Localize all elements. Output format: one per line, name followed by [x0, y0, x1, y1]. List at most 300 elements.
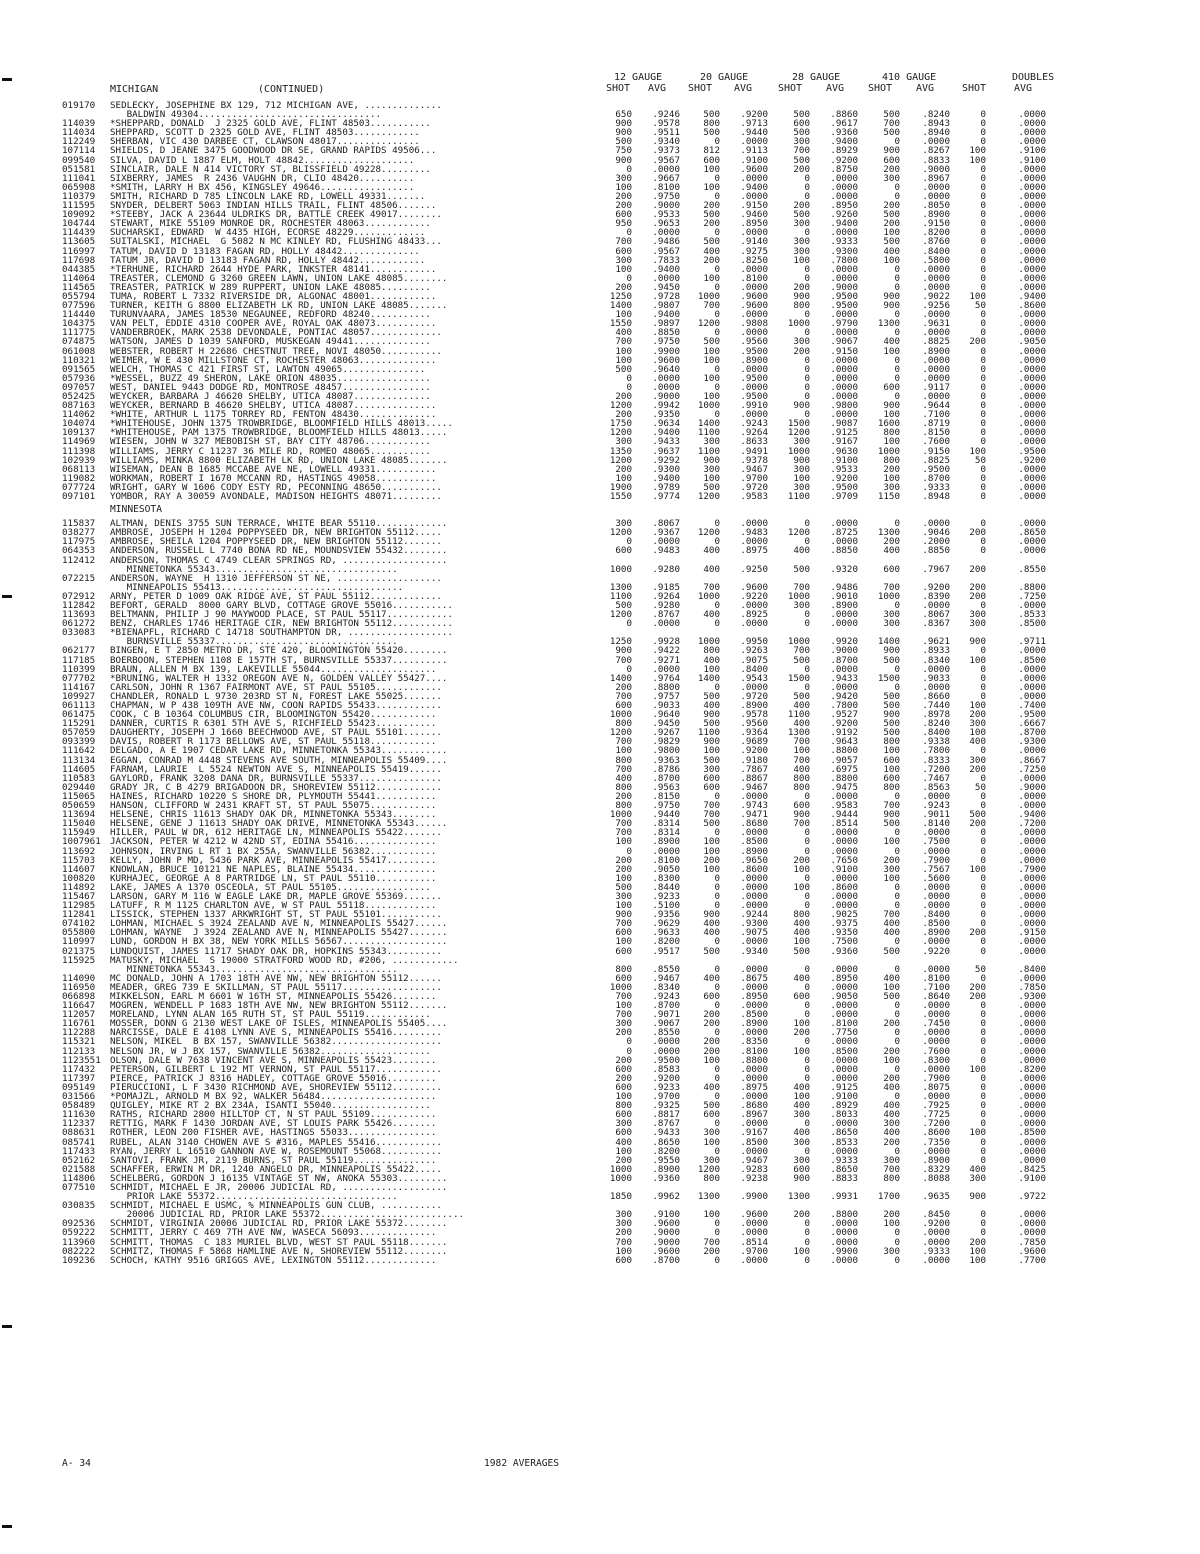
- shot-410-gauge: 400: [883, 927, 900, 939]
- avg-12-gauge: .9033: [652, 700, 680, 711]
- shot-410-gauge: 900: [883, 400, 900, 412]
- avg-20-gauge: .9378: [740, 454, 768, 466]
- shot-doubles: 0: [980, 427, 986, 439]
- member-name-address: RATHS, RICHARD 2800 HILLTOP CT, N ST PAUL 55109............: [110, 1110, 437, 1120]
- avg-20-gauge: .8600: [740, 863, 768, 875]
- avg-28-gauge: .7750: [830, 1027, 858, 1039]
- shot-28-gauge: 100: [793, 1045, 810, 1057]
- avg-20-gauge: .0000: [740, 1118, 768, 1130]
- avg-12-gauge: .8550: [652, 1027, 680, 1039]
- avg-doubles: .0000: [1018, 645, 1046, 657]
- member-name-address: ANDERSON, RUSSELL L 7740 BONA RD NE, MOUNDSVIEW 55432........: [110, 546, 448, 556]
- avg-doubles: .0000: [1018, 1109, 1046, 1121]
- avg-doubles: .0000: [1018, 918, 1046, 930]
- shot-410-gauge: 300: [883, 609, 900, 621]
- member-id: 114167: [62, 681, 96, 693]
- avg-20-gauge: .9578: [740, 709, 768, 721]
- member-name-address: ARNY, PETER D 1009 OAK RIDGE AVE, ST PAUL 55112.............: [110, 591, 442, 601]
- avg-doubles: .0000: [1018, 909, 1046, 921]
- avg-20-gauge: .8350: [740, 1036, 768, 1048]
- member-name-address: JACKSON, PETER W 4212 W 42ND ST, EDINA 55416...............: [110, 837, 437, 847]
- shot-doubles: 100: [969, 290, 986, 302]
- shot-20-gauge: 0: [714, 599, 720, 611]
- avg-20-gauge: .9244: [740, 909, 768, 921]
- avg-doubles: .0000: [1018, 872, 1046, 884]
- shot-20-gauge: 0: [714, 281, 720, 293]
- avg-28-gauge: .0000: [830, 1000, 858, 1012]
- shot-410-gauge: 500: [883, 127, 900, 139]
- shot-12-gauge: 200: [615, 190, 632, 202]
- avg-12-gauge: .7833: [652, 254, 680, 266]
- avg-12-gauge: .9700: [652, 1091, 680, 1103]
- avg-12-gauge: .8440: [652, 881, 680, 893]
- shot-28-gauge: 400: [793, 763, 810, 775]
- shot-20-gauge: 1400: [697, 672, 720, 684]
- member-id: 117975: [62, 536, 96, 548]
- avg-410-gauge: .8067: [922, 609, 950, 621]
- shot-28-gauge: 300: [793, 1154, 810, 1166]
- shot-410-gauge: 0: [894, 900, 900, 912]
- member-id: 087163: [62, 400, 96, 412]
- member-name-address: 20006 JUDICIAL RD, PRIOR LAKE 55372..........................: [110, 1210, 465, 1220]
- member-id: 111630: [62, 1109, 96, 1121]
- member-name-address: MC DONALD, JOHN A 1703 18TH AVE NW, NEW BRIGHTON 55112......: [110, 973, 442, 983]
- shot-20-gauge: 800: [703, 645, 720, 657]
- member-id: 085741: [62, 1136, 96, 1148]
- member-name-address: *WESSEL, BUZZ 49 SHERON, LAKE ORION 48035.................: [110, 373, 431, 383]
- avg-12-gauge: .8900: [652, 1163, 680, 1175]
- avg-410-gauge: .0000: [922, 1091, 950, 1103]
- avg-20-gauge: .8500: [740, 836, 768, 848]
- shot-28-gauge: 300: [793, 436, 810, 448]
- shot-doubles: 200: [969, 981, 986, 993]
- shot-410-gauge: 400: [883, 245, 900, 257]
- avg-410-gauge: .9117: [922, 381, 950, 393]
- avg-20-gauge: .0000: [740, 327, 768, 339]
- avg-doubles: .9400: [1018, 809, 1046, 821]
- avg-28-gauge: .0000: [830, 1118, 858, 1130]
- avg-28-gauge: .0000: [830, 681, 858, 693]
- shot-20-gauge: 0: [714, 172, 720, 184]
- avg-12-gauge: .9367: [652, 527, 680, 539]
- shot-28-gauge: 200: [793, 345, 810, 357]
- avg-doubles: .7700: [1018, 1254, 1046, 1266]
- shot-20-gauge: 1200: [697, 318, 720, 330]
- avg-20-gauge: .0000: [740, 1254, 768, 1266]
- avg-doubles: .0000: [1018, 109, 1046, 121]
- member-name-address: GRADY JR, C B 4279 BRIGADOON DR, SHOREVIEW 55112............: [110, 782, 442, 792]
- avg-12-gauge: .9100: [652, 1209, 680, 1221]
- shot-12-gauge: 100: [615, 181, 632, 193]
- avg-doubles: .9050: [1018, 336, 1046, 348]
- shot-12-gauge: 200: [615, 1054, 632, 1066]
- member-name-address: ROTHER, LEON 200 FISHER AVE, HASTINGS 55033................: [110, 1128, 437, 1138]
- shot-doubles: 200: [969, 563, 986, 575]
- shot-20-gauge: 900: [703, 709, 720, 721]
- avg-28-gauge: .9931: [830, 1191, 858, 1203]
- shot-12-gauge: 400: [615, 772, 632, 784]
- avg-doubles: .0000: [1018, 363, 1046, 375]
- avg-20-gauge: .0000: [740, 681, 768, 693]
- member-name-address: WIESEN, JOHN W 327 MEBOBISH ST, BAY CITY 48706............: [110, 437, 431, 447]
- shot-28-gauge: 0: [804, 845, 810, 857]
- shot-12-gauge: 1350: [609, 445, 632, 457]
- avg-28-gauge: .9630: [830, 445, 858, 457]
- shot-410-gauge: 0: [894, 1063, 900, 1075]
- shot-doubles: 0: [980, 163, 986, 175]
- member-id: 1123551: [62, 1054, 101, 1066]
- avg-28-gauge: .9400: [830, 218, 858, 230]
- shot-20-gauge: 800: [703, 118, 720, 130]
- avg-410-gauge: .8900: [922, 1154, 950, 1166]
- shot-12-gauge: 600: [615, 927, 632, 939]
- avg-410-gauge: .0000: [922, 372, 950, 384]
- avg-20-gauge: .8950: [740, 218, 768, 230]
- member-id: 115703: [62, 854, 96, 866]
- shot-12-gauge: 800: [615, 718, 632, 730]
- avg-28-gauge: .9800: [830, 400, 858, 412]
- shot-doubles: 0: [980, 972, 986, 984]
- avg-28-gauge: .8950: [830, 972, 858, 984]
- shot-doubles: 50: [974, 454, 986, 466]
- shot-12-gauge: 0: [626, 618, 632, 630]
- avg-20-gauge: .9743: [740, 800, 768, 812]
- shot-20-gauge: 100: [703, 863, 720, 875]
- shot-28-gauge: 0: [804, 172, 810, 184]
- shot-doubles: 200: [969, 709, 986, 721]
- avg-doubles: .0000: [1018, 400, 1046, 412]
- avg-20-gauge: .9400: [740, 181, 768, 193]
- avg-410-gauge: .5600: [922, 872, 950, 884]
- avg-doubles: .9100: [1018, 154, 1046, 166]
- avg-410-gauge: .9338: [922, 736, 950, 748]
- avg-28-gauge: .9010: [830, 590, 858, 602]
- avg-410-gauge: .9200: [922, 1218, 950, 1230]
- avg-12-gauge: .9511: [652, 127, 680, 139]
- shot-doubles: 200: [969, 527, 986, 539]
- shot-28-gauge: 0: [804, 1063, 810, 1075]
- avg-doubles: .7250: [1018, 590, 1046, 602]
- group-20-gauge: 20 GAUGE: [700, 72, 749, 83]
- shot-410-gauge: 200: [883, 463, 900, 475]
- shot-header: SHOT: [688, 83, 713, 94]
- shot-410-gauge: 600: [883, 381, 900, 393]
- avg-doubles: .9000: [1018, 781, 1046, 793]
- member-name-address: TATUM, DAVID D 13183 FAGAN RD, HOLLY 48442..............: [110, 246, 420, 256]
- shot-20-gauge: 100: [703, 345, 720, 357]
- shot-20-gauge: 0: [714, 1091, 720, 1103]
- member-name-address: NELSON JR, W J BX 157, SWANVILLE 56382....................: [110, 1046, 431, 1056]
- avg-doubles: .9150: [1018, 927, 1046, 939]
- member-id: 119082: [62, 472, 96, 484]
- shot-410-gauge: 0: [894, 881, 900, 893]
- avg-12-gauge: .8550: [652, 963, 680, 975]
- avg-410-gauge: .8367: [922, 618, 950, 630]
- shot-410-gauge: 0: [894, 327, 900, 339]
- shot-header: SHOT: [868, 83, 893, 94]
- shot-410-gauge: 100: [883, 745, 900, 757]
- shot-410-gauge: 200: [883, 1018, 900, 1030]
- avg-28-gauge: .0000: [830, 1054, 858, 1066]
- avg-410-gauge: .0000: [922, 354, 950, 366]
- avg-410-gauge: .9243: [922, 800, 950, 812]
- avg-20-gauge: .8633: [740, 436, 768, 448]
- shot-12-gauge: 100: [615, 836, 632, 848]
- shot-12-gauge: 200: [615, 1072, 632, 1084]
- avg-28-gauge: .9475: [830, 781, 858, 793]
- shot-20-gauge: 0: [714, 536, 720, 548]
- shot-410-gauge: 100: [883, 1218, 900, 1230]
- shot-doubles: 0: [980, 272, 986, 284]
- avg-20-gauge: .0000: [740, 790, 768, 802]
- shot-12-gauge: 300: [615, 1118, 632, 1130]
- avg-20-gauge: .0000: [740, 1091, 768, 1103]
- avg-28-gauge: .9125: [830, 1081, 858, 1093]
- avg-20-gauge: .8867: [740, 772, 768, 784]
- avg-28-gauge: .0000: [830, 536, 858, 548]
- avg-12-gauge: .9962: [652, 1191, 680, 1203]
- shot-20-gauge: 500: [703, 109, 720, 121]
- member-id: 114439: [62, 227, 96, 239]
- member-name-address: VAN PELT, EDDIE 4310 COOPER AVE, ROYAL OAK 48073...........: [110, 319, 437, 329]
- avg-410-gauge: .8200: [922, 227, 950, 239]
- avg-410-gauge: .8825: [922, 336, 950, 348]
- avg-12-gauge: .9667: [652, 172, 680, 184]
- avg-doubles: .0000: [1018, 599, 1046, 611]
- avg-20-gauge: .8950: [740, 991, 768, 1002]
- shot-12-gauge: 1100: [609, 590, 632, 602]
- shot-20-gauge: 500: [703, 336, 720, 348]
- avg-410-gauge: .0000: [922, 136, 950, 148]
- member-id: 052425: [62, 391, 96, 402]
- avg-410-gauge: .8400: [922, 727, 950, 739]
- avg-410-gauge: .0000: [922, 363, 950, 375]
- shot-doubles: 0: [980, 1000, 986, 1012]
- member-id: 113960: [62, 1236, 96, 1248]
- shot-12-gauge: 0: [626, 1045, 632, 1057]
- avg-20-gauge: .8100: [740, 1045, 768, 1057]
- shot-header: SHOT: [778, 83, 803, 94]
- shot-28-gauge: 1200: [787, 427, 810, 439]
- shot-28-gauge: 0: [804, 963, 810, 975]
- avg-410-gauge: .0000: [922, 599, 950, 611]
- shot-doubles: 0: [980, 790, 986, 802]
- shot-12-gauge: 600: [615, 1109, 632, 1121]
- shot-doubles: 100: [969, 1254, 986, 1266]
- member-name-address: WEBSTER, ROBERT H 22686 CHESTNUT TREE, NOVI 48050...........: [110, 346, 442, 356]
- avg-28-gauge: .9583: [830, 800, 858, 812]
- avg-20-gauge: .0000: [740, 536, 768, 548]
- shot-28-gauge: 0: [804, 1218, 810, 1230]
- avg-12-gauge: .8150: [652, 790, 680, 802]
- avg-28-gauge: .9420: [830, 690, 858, 702]
- shot-doubles: 0: [980, 1081, 986, 1093]
- avg-12-gauge: .8314: [652, 827, 680, 839]
- shot-28-gauge: 500: [793, 654, 810, 666]
- avg-12-gauge: .9750: [652, 190, 680, 202]
- shot-12-gauge: 800: [615, 754, 632, 766]
- avg-doubles: .8500: [1018, 618, 1046, 630]
- avg-410-gauge: .0000: [922, 263, 950, 275]
- shot-28-gauge: 0: [804, 609, 810, 621]
- shot-doubles: 0: [980, 1009, 986, 1021]
- shot-doubles: 0: [980, 890, 986, 902]
- avg-20-gauge: .9491: [740, 445, 768, 457]
- shot-20-gauge: 0: [714, 1000, 720, 1012]
- avg-20-gauge: .0000: [740, 136, 768, 148]
- avg-doubles: .8667: [1018, 754, 1046, 766]
- avg-doubles: .0000: [1018, 200, 1046, 212]
- shot-20-gauge: 800: [703, 1172, 720, 1184]
- avg-doubles: .0000: [1018, 1000, 1046, 1012]
- avg-12-gauge: .9071: [652, 1009, 680, 1021]
- shot-doubles: 300: [969, 618, 986, 630]
- shot-12-gauge: 1200: [609, 454, 632, 466]
- avg-20-gauge: .0000: [740, 881, 768, 893]
- shot-12-gauge: 400: [615, 327, 632, 339]
- shot-12-gauge: 100: [615, 1000, 632, 1012]
- avg-12-gauge: .9500: [652, 1054, 680, 1066]
- avg-12-gauge: .9000: [652, 200, 680, 212]
- shot-28-gauge: 0: [804, 872, 810, 884]
- avg-410-gauge: .8340: [922, 654, 950, 666]
- shot-28-gauge: 100: [793, 472, 810, 484]
- avg-20-gauge: .8514: [740, 1236, 768, 1248]
- shot-12-gauge: 100: [615, 263, 632, 275]
- shot-doubles: 200: [969, 336, 986, 348]
- shot-12-gauge: 500: [615, 363, 632, 375]
- shot-12-gauge: 1000: [609, 563, 632, 575]
- member-id: 057059: [62, 727, 96, 739]
- avg-12-gauge: .9350: [652, 409, 680, 421]
- shot-20-gauge: 300: [703, 436, 720, 448]
- member-name-address: LATUFF, R M 1125 CHARLTON AVE, W ST PAUL 55118.............: [110, 901, 437, 911]
- shot-12-gauge: 300: [615, 1209, 632, 1221]
- avg-410-gauge: .0000: [922, 845, 950, 857]
- shot-28-gauge: 500: [793, 563, 810, 575]
- member-id: 115040: [62, 818, 96, 830]
- avg-28-gauge: .0000: [830, 836, 858, 848]
- member-name-address: TREASTER, PATRICK W 289 RUPPERT, UNION LAKE 48085.........: [110, 282, 431, 292]
- shot-doubles: 50: [974, 300, 986, 312]
- shot-20-gauge: 0: [714, 981, 720, 993]
- shot-doubles: 0: [980, 109, 986, 121]
- avg-20-gauge: .9689: [740, 736, 768, 748]
- member-name-address: SNYDER, DELBERT 5063 INDIAN HILLS TRAIL, FLINT 48506.......: [110, 201, 437, 211]
- shot-410-gauge: 0: [894, 1227, 900, 1239]
- avg-12-gauge: .9000: [652, 1227, 680, 1239]
- member-name-address: SUCHARSKI, EDWARD W 4435 HIGH, ECORSE 48229.............: [110, 228, 426, 238]
- shot-410-gauge: 500: [883, 945, 900, 957]
- avg-12-gauge: .9629: [652, 918, 680, 930]
- state-title: MICHIGAN: [110, 84, 159, 95]
- avg-20-gauge: .0000: [740, 518, 768, 530]
- shot-28-gauge: 0: [804, 190, 810, 202]
- shot-28-gauge: 300: [793, 481, 810, 493]
- shot-410-gauge: 400: [883, 336, 900, 348]
- avg-doubles: .0000: [1018, 481, 1046, 493]
- shot-28-gauge: 0: [804, 363, 810, 375]
- shot-28-gauge: 300: [793, 1109, 810, 1121]
- avg-28-gauge: .8850: [830, 545, 858, 557]
- shot-12-gauge: 700: [615, 918, 632, 930]
- shot-12-gauge: 800: [615, 963, 632, 975]
- avg-12-gauge: .8900: [652, 836, 680, 848]
- avg-28-gauge: .0000: [830, 872, 858, 884]
- shot-doubles: 0: [980, 190, 986, 202]
- member-name-address: MINNEAPOLIS 55413.................................: [110, 582, 404, 592]
- member-name-address: *STEEBY, JACK A 23644 ULDRIKS DR, BATTLE CREEK 49017........: [110, 210, 442, 220]
- avg-12-gauge: .9600: [652, 1218, 680, 1230]
- member-name-address: DANNER, CURTIS R 6301 5TH AVE S, RICHFIELD 55423...........: [110, 719, 437, 729]
- shot-20-gauge: 1000: [697, 590, 720, 602]
- avg-410-gauge: .9256: [922, 300, 950, 312]
- member-id: 110997: [62, 936, 96, 948]
- member-id: 050659: [62, 800, 96, 812]
- shot-doubles: 0: [980, 418, 986, 430]
- shot-20-gauge: 1400: [697, 418, 720, 430]
- shot-doubles: 400: [969, 1163, 986, 1175]
- avg-20-gauge: .7867: [740, 763, 768, 775]
- shot-20-gauge: 500: [703, 481, 720, 493]
- avg-12-gauge: .9640: [652, 363, 680, 375]
- shot-12-gauge: 0: [626, 663, 632, 675]
- member-id: 051581: [62, 163, 96, 175]
- avg-410-gauge: .8760: [922, 236, 950, 248]
- shot-doubles: 0: [980, 209, 986, 221]
- avg-28-gauge: .0000: [830, 263, 858, 275]
- shot-20-gauge: 400: [703, 918, 720, 930]
- shot-20-gauge: 700: [703, 300, 720, 312]
- avg-doubles: .7250: [1018, 763, 1046, 775]
- avg-28-gauge: .0000: [830, 327, 858, 339]
- shot-doubles: 0: [980, 518, 986, 530]
- avg-12-gauge: .0000: [652, 381, 680, 393]
- shot-doubles: 0: [980, 1109, 986, 1121]
- shot-doubles: 0: [980, 400, 986, 412]
- member-name-address: RYAN, JERRY L 16510 GANNON AVE W, ROSEMOUNT 55068...........: [110, 1146, 442, 1156]
- member-id: 072215: [62, 572, 96, 584]
- group-410-gauge: 410 GAUGE: [882, 72, 937, 83]
- member-name-address: *SHEPPARD, DONALD J 2325 GOLD AVE, FLINT 48503...........: [110, 119, 431, 129]
- avg-410-gauge: .9046: [922, 527, 950, 539]
- avg-doubles: .0000: [1018, 881, 1046, 893]
- shot-20-gauge: 900: [703, 736, 720, 748]
- avg-doubles: .0000: [1018, 327, 1046, 339]
- shot-20-gauge: 600: [703, 991, 720, 1002]
- member-name-address: QUIGLEY, MIKE RT 2 BX 234A, ISANTI 55040..................: [110, 1101, 431, 1111]
- shot-410-gauge: 0: [894, 372, 900, 384]
- avg-410-gauge: .8240: [922, 718, 950, 730]
- avg-12-gauge: .9928: [652, 636, 680, 648]
- shot-28-gauge: 0: [804, 1236, 810, 1248]
- avg-12-gauge: .9897: [652, 318, 680, 330]
- shot-20-gauge: 300: [703, 463, 720, 475]
- shot-28-gauge: 500: [793, 109, 810, 121]
- member-id: 031566: [62, 1091, 96, 1103]
- shot-12-gauge: 750: [615, 145, 632, 157]
- shot-12-gauge: 700: [615, 1009, 632, 1021]
- member-name-address: SCHMIDT, VIRGINIA 20006 JUDICIAL RD, PRIOR LAKE 55372........: [110, 1219, 448, 1229]
- avg-28-gauge: .8700: [830, 654, 858, 666]
- shot-doubles: 100: [969, 1127, 986, 1139]
- avg-12-gauge: .9422: [652, 645, 680, 657]
- member-id: 112057: [62, 1009, 96, 1021]
- avg-20-gauge: .9600: [740, 581, 768, 593]
- shot-doubles: 0: [980, 227, 986, 239]
- shot-12-gauge: 1200: [609, 727, 632, 739]
- avg-doubles: .0000: [1018, 827, 1046, 839]
